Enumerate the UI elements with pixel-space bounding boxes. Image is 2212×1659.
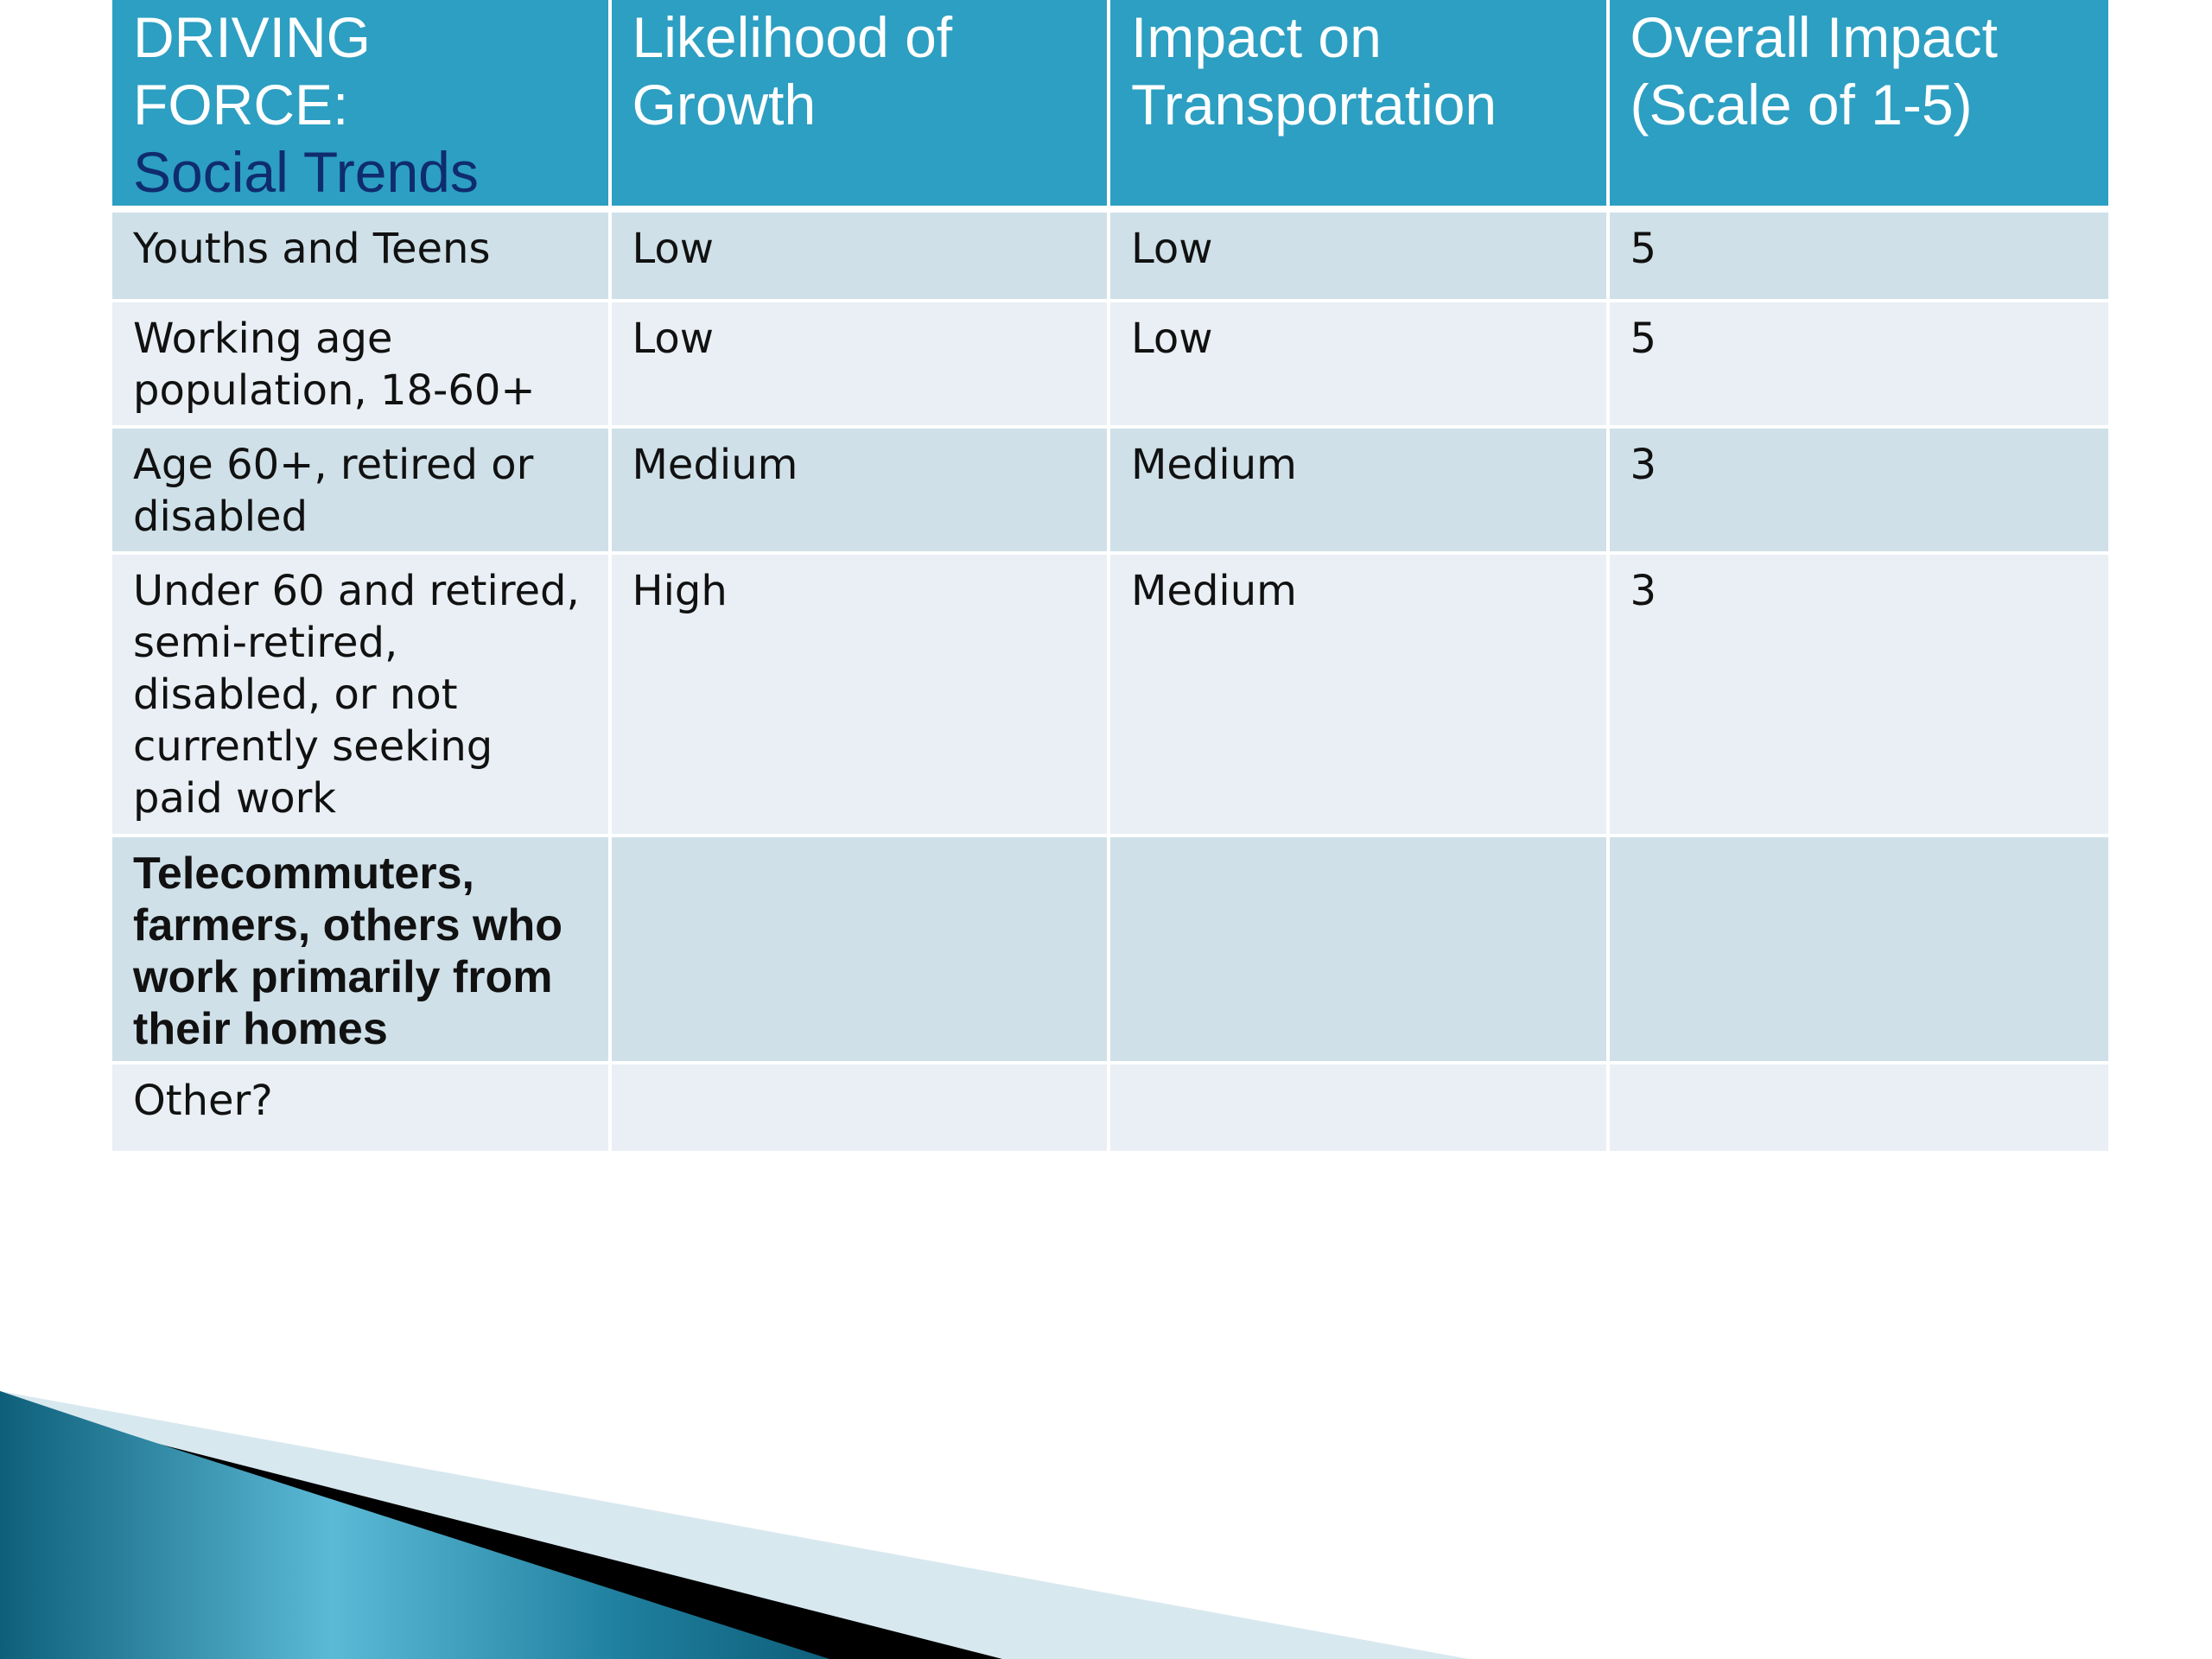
table-row — [112, 1065, 2108, 1154]
cell-impact: Low — [1110, 302, 1610, 429]
cell-impact — [1110, 837, 1610, 1065]
header-impact-line1: Impact on — [1131, 5, 1382, 69]
header-likelihood — [612, 0, 1111, 213]
cell-likelihood — [612, 837, 1111, 1065]
cell-driving-force: Age 60+, retired or disabled — [112, 429, 612, 555]
cell-likelihood — [612, 1065, 1111, 1154]
cell-impact: Medium — [1110, 555, 1610, 837]
social-trends-table — [112, 0, 2108, 1154]
header-overall-line1: Overall Impact — [1630, 5, 1998, 69]
header-overall-line2: (Scale of 1-5) — [1630, 73, 1973, 137]
table-row — [112, 429, 2108, 555]
cell-driving-force: Under 60 and retired, semi-retired, disabled, or not currently seeking paid work — [112, 555, 612, 837]
cell-driving-force: Other? — [112, 1065, 612, 1154]
cell-overall: 5 — [1610, 213, 2109, 302]
cell-likelihood: Medium — [612, 429, 1111, 555]
cell-driving-force: Working age population, 18-60+ — [112, 302, 612, 429]
cell-overall: 3 — [1610, 429, 2109, 555]
decorative-swoosh — [0, 1391, 2212, 1659]
header-overall-impact — [1610, 0, 2109, 213]
header-driving-force — [112, 0, 612, 213]
cell-likelihood: Low — [612, 213, 1111, 302]
table-row — [112, 302, 2108, 429]
header-impact-line2: Transportation — [1131, 73, 1497, 137]
table-row — [112, 555, 2108, 837]
cell-likelihood: Low — [612, 302, 1111, 429]
cell-driving-force: Youths and Teens — [112, 213, 612, 302]
header-likelihood-line1: Likelihood of — [632, 5, 953, 69]
header-likelihood-line2: Growth — [632, 73, 817, 137]
table-header-row — [112, 0, 2108, 213]
cell-overall — [1610, 837, 2109, 1065]
cell-likelihood: High — [612, 555, 1111, 837]
cell-overall: 3 — [1610, 555, 2109, 837]
cell-impact — [1110, 1065, 1610, 1154]
cell-impact: Medium — [1110, 429, 1610, 555]
header-impact — [1110, 0, 1610, 213]
cell-impact: Low — [1110, 213, 1610, 302]
header-driving-force-label: DRIVING FORCE: — [133, 5, 372, 137]
table-row — [112, 213, 2108, 302]
cell-overall — [1610, 1065, 2109, 1154]
cell-overall: 5 — [1610, 302, 2109, 429]
table-row — [112, 837, 2108, 1065]
header-social-trends-label: Social Trends — [133, 140, 479, 204]
cell-driving-force: Telecommuters, farmers, others who work primarily from their homes — [112, 837, 612, 1065]
